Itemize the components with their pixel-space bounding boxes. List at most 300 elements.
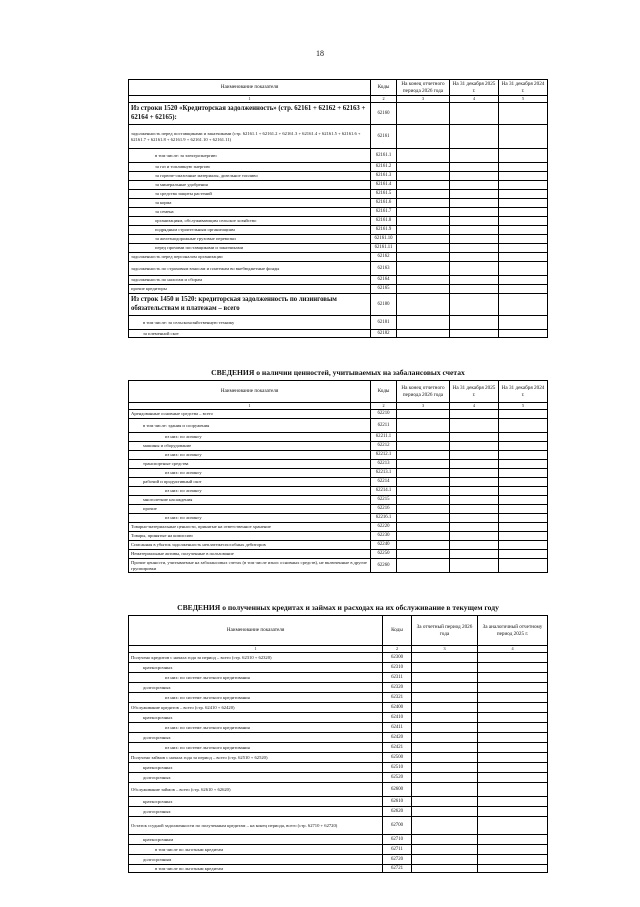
value-cell[interactable]: [397, 125, 450, 149]
table-row: [129, 532, 548, 541]
value-cell[interactable]: [499, 559, 548, 573]
value-cell[interactable]: [397, 190, 450, 199]
row-code: 62411: [383, 723, 412, 733]
table-row: [129, 163, 548, 172]
value-cell[interactable]: [397, 149, 450, 163]
value-cell[interactable]: [499, 330, 548, 338]
table-row: [129, 559, 548, 573]
row-label: за корма: [129, 199, 371, 208]
value-cell[interactable]: [397, 294, 450, 316]
table-row: [129, 753, 548, 763]
value-cell[interactable]: [397, 410, 450, 419]
table-row: [129, 469, 548, 478]
value-cell[interactable]: [450, 532, 499, 541]
row-label: долгосрочных: [129, 733, 383, 743]
value-cell[interactable]: [499, 285, 548, 294]
value-cell[interactable]: [397, 235, 450, 244]
value-cell[interactable]: [478, 653, 548, 663]
value-cell[interactable]: [397, 181, 450, 190]
header-col5: На 31 декабря 2024 г.: [499, 381, 548, 403]
value-cell[interactable]: [450, 523, 499, 532]
value-cell[interactable]: [450, 149, 499, 163]
column-number: 1: [129, 646, 383, 653]
value-cell[interactable]: [450, 244, 499, 253]
value-cell[interactable]: [397, 460, 450, 469]
row-code: 62161.5: [371, 190, 397, 199]
value-cell[interactable]: [450, 550, 499, 559]
value-cell[interactable]: [450, 505, 499, 514]
value-cell[interactable]: [397, 253, 450, 262]
value-cell[interactable]: [450, 460, 499, 469]
value-cell[interactable]: [499, 478, 548, 487]
value-cell[interactable]: [450, 478, 499, 487]
row-code: 62710: [383, 835, 412, 845]
value-cell[interactable]: [450, 559, 499, 573]
row-code: 62321: [383, 693, 412, 703]
row-label: перед прочими поставщиками и заказчиками: [129, 244, 371, 253]
row-code: 62300: [383, 653, 412, 663]
table-row: [129, 845, 548, 855]
table-row: [129, 797, 548, 807]
row-label: Получено кредитов с начала года за период – всего (стр. 62310 + 62320): [129, 653, 383, 663]
value-cell[interactable]: [450, 172, 499, 181]
table-row: [129, 523, 548, 532]
row-code: 62161.11: [371, 244, 397, 253]
value-cell[interactable]: [450, 442, 499, 451]
value-cell[interactable]: [478, 713, 548, 723]
table-row: [129, 410, 548, 419]
table-row: [129, 294, 548, 316]
value-cell[interactable]: [499, 419, 548, 433]
value-cell[interactable]: [450, 253, 499, 262]
value-cell[interactable]: [412, 673, 478, 683]
row-label: краткосрочных: [129, 713, 383, 723]
row-code: 62220: [371, 523, 397, 532]
value-cell[interactable]: [450, 496, 499, 505]
value-cell[interactable]: [499, 523, 548, 532]
table-row: [129, 199, 548, 208]
table-row: [129, 330, 548, 338]
row-label: краткосрочных: [129, 663, 383, 673]
row-code: 62164: [371, 276, 397, 285]
header-col3: На конец отчетного периода 2026 года: [397, 80, 450, 96]
table-row: [129, 683, 548, 693]
table-row: [129, 663, 548, 673]
value-cell[interactable]: [499, 532, 548, 541]
value-cell[interactable]: [450, 285, 499, 294]
value-cell[interactable]: [412, 703, 478, 713]
value-cell[interactable]: [478, 763, 548, 773]
value-cell[interactable]: [412, 663, 478, 673]
value-cell[interactable]: [412, 653, 478, 663]
row-code: 62500: [383, 753, 412, 763]
header-indicator: Наименование показателя: [129, 616, 383, 646]
value-cell[interactable]: [499, 190, 548, 199]
row-code: 62181: [371, 316, 397, 330]
value-cell[interactable]: [478, 855, 548, 865]
value-cell[interactable]: [478, 865, 548, 873]
row-code: 62161.4: [371, 181, 397, 190]
value-cell[interactable]: [499, 410, 548, 419]
value-cell[interactable]: [499, 244, 548, 253]
value-cell[interactable]: [478, 673, 548, 683]
value-cell[interactable]: [450, 330, 499, 338]
value-cell[interactable]: [397, 469, 450, 478]
value-cell[interactable]: [478, 723, 548, 733]
value-cell[interactable]: [397, 330, 450, 338]
table-row: [129, 541, 548, 550]
value-cell[interactable]: [397, 276, 450, 285]
table-row: [129, 181, 548, 190]
table-row: [129, 316, 548, 330]
value-cell[interactable]: [499, 460, 548, 469]
value-cell[interactable]: [499, 199, 548, 208]
value-cell[interactable]: [499, 451, 548, 460]
value-cell[interactable]: [450, 103, 499, 125]
value-cell[interactable]: [499, 208, 548, 217]
value-cell[interactable]: [499, 469, 548, 478]
row-code: 62162: [371, 253, 397, 262]
section-title-off-balance: СВЕДЕНИЯ о наличии ценностей, учитываемых на забалансовых счетах: [211, 368, 465, 377]
column-number: 2: [371, 403, 397, 410]
value-cell[interactable]: [397, 505, 450, 514]
value-cell[interactable]: [397, 433, 450, 442]
row-label: Из строки 1520 «Кредиторская задолженность» (стр. 62161 + 62162 + 62163 + 62164 + 62165):: [129, 103, 371, 125]
value-cell[interactable]: [450, 469, 499, 478]
row-label: долгосрочных: [129, 807, 383, 817]
value-cell[interactable]: [450, 226, 499, 235]
table-row: [129, 514, 548, 523]
value-cell[interactable]: [499, 496, 548, 505]
column-number: 3: [397, 96, 450, 103]
value-cell[interactable]: [412, 683, 478, 693]
row-code: 62163: [371, 262, 397, 276]
table-row: [129, 433, 548, 442]
column-number: 3: [397, 403, 450, 410]
value-cell[interactable]: [499, 262, 548, 276]
column-number: 3: [412, 646, 478, 653]
table-row: [129, 703, 548, 713]
value-cell[interactable]: [397, 199, 450, 208]
row-label: Получено займов с начала года за период – всего (стр. 62510 + 62520): [129, 753, 383, 763]
value-cell[interactable]: [450, 199, 499, 208]
row-code: 62216.1: [371, 514, 397, 523]
value-cell[interactable]: [412, 835, 478, 845]
row-label: транспортные средства: [129, 460, 371, 469]
row-code: 62620: [383, 807, 412, 817]
table-row: [129, 550, 548, 559]
value-cell[interactable]: [412, 855, 478, 865]
value-cell[interactable]: [397, 217, 450, 226]
header-code: Коды: [371, 381, 397, 403]
row-label: за средства защиты растений: [129, 190, 371, 199]
column-number: 2: [371, 96, 397, 103]
value-cell[interactable]: [499, 433, 548, 442]
value-cell[interactable]: [478, 835, 548, 845]
value-cell[interactable]: [478, 703, 548, 713]
value-cell[interactable]: [450, 410, 499, 419]
row-label: Нематериальные активы, полученные в пользование: [129, 550, 371, 559]
value-cell[interactable]: [397, 172, 450, 181]
table-row: [129, 743, 548, 753]
row-code: 62180: [371, 294, 397, 316]
value-cell[interactable]: [450, 514, 499, 523]
header-col4: За аналогичный отчетному период 2025 г.: [478, 616, 548, 646]
table-row: [129, 451, 548, 460]
value-cell[interactable]: [450, 262, 499, 276]
row-label: из них: по лизингу: [129, 514, 371, 523]
row-code: 62510: [383, 763, 412, 773]
table-row: [129, 442, 548, 451]
table-row: [129, 149, 548, 163]
row-label: в том числе: за электроэнергию: [129, 149, 371, 163]
value-cell[interactable]: [397, 316, 450, 330]
value-cell[interactable]: [499, 235, 548, 244]
value-cell[interactable]: [397, 532, 450, 541]
value-cell[interactable]: [397, 541, 450, 550]
value-cell[interactable]: [397, 487, 450, 496]
table-row: [129, 285, 548, 294]
row-label: краткосрочных: [129, 797, 383, 807]
value-cell[interactable]: [478, 817, 548, 835]
value-cell[interactable]: [450, 316, 499, 330]
value-cell[interactable]: [397, 419, 450, 433]
row-code: 62410: [383, 713, 412, 723]
row-label: долгосрочным: [129, 855, 383, 865]
row-code: 62421: [383, 743, 412, 753]
value-cell[interactable]: [499, 276, 548, 285]
column-number: 4: [450, 403, 499, 410]
row-code: 62215: [371, 496, 397, 505]
value-cell[interactable]: [478, 773, 548, 783]
value-cell[interactable]: [397, 244, 450, 253]
value-cell[interactable]: [397, 496, 450, 505]
column-number: 1: [129, 403, 371, 410]
row-label: подрядным строительным организациям: [129, 226, 371, 235]
value-cell[interactable]: [499, 181, 548, 190]
value-cell[interactable]: [478, 753, 548, 763]
value-cell[interactable]: [412, 773, 478, 783]
value-cell[interactable]: [412, 733, 478, 743]
value-cell[interactable]: [499, 442, 548, 451]
row-label: в том числе: за сельскохозяйственную технику: [129, 316, 371, 330]
value-cell[interactable]: [412, 763, 478, 773]
value-cell[interactable]: [499, 487, 548, 496]
value-cell[interactable]: [478, 663, 548, 673]
header-code: Коды: [371, 80, 397, 96]
value-cell[interactable]: [412, 845, 478, 855]
value-cell[interactable]: [397, 285, 450, 294]
row-label: из них: по лизингу: [129, 469, 371, 478]
row-code: 62161.9: [371, 226, 397, 235]
row-code: 62210: [371, 410, 397, 419]
value-cell[interactable]: [412, 817, 478, 835]
value-cell[interactable]: [397, 442, 450, 451]
value-cell[interactable]: [412, 783, 478, 797]
row-code: 62160: [371, 103, 397, 125]
row-label: из них: по системе льготного кредитования: [129, 743, 383, 753]
table-row: [129, 235, 548, 244]
row-label: за железнодорожные грузовые перевозки: [129, 235, 371, 244]
value-cell[interactable]: [397, 208, 450, 217]
value-cell[interactable]: [397, 523, 450, 532]
value-cell[interactable]: [499, 163, 548, 172]
value-cell[interactable]: [478, 733, 548, 743]
row-label: рабочий и продуктивный скот: [129, 478, 371, 487]
row-code: 62161.7: [371, 208, 397, 217]
value-cell[interactable]: [478, 845, 548, 855]
row-label: прочие: [129, 505, 371, 514]
row-label: в том числе по льготным кредитам: [129, 845, 383, 855]
row-label: Из строк 1450 и 1520: кредиторская задолженность по лизинговым обязательствам и платежам – всего: [129, 294, 371, 316]
value-cell[interactable]: [450, 235, 499, 244]
table-row: [129, 733, 548, 743]
row-code: 62161.10: [371, 235, 397, 244]
row-label: краткосрочным: [129, 835, 383, 845]
row-code: 62165: [371, 285, 397, 294]
table-row: [129, 460, 548, 469]
row-code: 62161.8: [371, 217, 397, 226]
column-number: 4: [478, 646, 548, 653]
header-col4: На 31 декабря 2025 г.: [450, 80, 499, 96]
row-label: задолженность по налогам и сборам: [129, 276, 371, 285]
value-cell[interactable]: [499, 294, 548, 316]
value-cell[interactable]: [412, 865, 478, 873]
row-code: 62161.2: [371, 163, 397, 172]
table-row: [129, 505, 548, 514]
value-cell[interactable]: [499, 541, 548, 550]
value-cell[interactable]: [397, 262, 450, 276]
value-cell[interactable]: [397, 103, 450, 125]
row-code: 62600: [383, 783, 412, 797]
value-cell[interactable]: [450, 451, 499, 460]
row-code: 62260: [371, 559, 397, 573]
section-title-loans: СВЕДЕНИЯ о полученных кредитах и займах и расходах на их обслуживание в текущем году: [177, 603, 499, 612]
value-cell[interactable]: [450, 276, 499, 285]
value-cell[interactable]: [412, 713, 478, 723]
table-row: [129, 217, 548, 226]
row-label: организациям, обслуживающим сельское хозяйство: [129, 217, 371, 226]
value-cell[interactable]: [499, 253, 548, 262]
value-cell[interactable]: [450, 433, 499, 442]
row-label: многолетние насаждения: [129, 496, 371, 505]
column-number: 5: [499, 96, 548, 103]
value-cell[interactable]: [412, 807, 478, 817]
value-cell[interactable]: [499, 514, 548, 523]
row-label: за горюче-смазочные материалы, дизельное топливо: [129, 172, 371, 181]
header-col3: На конец отчетного периода 2026 года: [397, 381, 450, 403]
value-cell[interactable]: [450, 541, 499, 550]
value-cell[interactable]: [499, 172, 548, 181]
off-balance-table: [128, 380, 548, 573]
value-cell[interactable]: [397, 550, 450, 559]
table-row: [129, 103, 548, 125]
row-code: 62214: [371, 478, 397, 487]
value-cell[interactable]: [499, 149, 548, 163]
row-label: за газ и топливную энергию: [129, 163, 371, 172]
value-cell[interactable]: [478, 807, 548, 817]
row-code: 62161.1: [371, 149, 397, 163]
header-col5: На 31 декабря 2024 г.: [499, 80, 548, 96]
table-row: [129, 723, 548, 733]
row-code: 62211.1: [371, 433, 397, 442]
value-cell[interactable]: [478, 743, 548, 753]
row-label: Товарно-материальные ценности, принятые на ответственное хранение: [129, 523, 371, 532]
value-cell[interactable]: [412, 743, 478, 753]
value-cell[interactable]: [478, 783, 548, 797]
row-label: задолженность перед поставщиками и заказчиками (стр. 62161.1 + 62161.2 + 62161.3 + 62161.4 + 62161.5 + 62161.6 + 62161.7 + 62161.8 + 62161.9 + 62161.10 + 62161.11): [129, 125, 371, 149]
value-cell[interactable]: [450, 208, 499, 217]
value-cell[interactable]: [450, 190, 499, 199]
value-cell[interactable]: [412, 693, 478, 703]
value-cell[interactable]: [478, 693, 548, 703]
value-cell[interactable]: [499, 505, 548, 514]
table-row: [129, 807, 548, 817]
value-cell[interactable]: [478, 683, 548, 693]
table-row: [129, 172, 548, 181]
value-cell[interactable]: [450, 125, 499, 149]
header-code: Коды: [383, 616, 412, 646]
value-cell[interactable]: [397, 514, 450, 523]
row-label: из них: по лизингу: [129, 433, 371, 442]
table-row: [129, 783, 548, 797]
value-cell[interactable]: [499, 125, 548, 149]
loans-table: [128, 615, 548, 873]
row-code: 62216: [371, 505, 397, 514]
row-code: 62161: [371, 125, 397, 149]
table-row: [129, 673, 548, 683]
row-label: Списанная в убыток задолженность неплатежеспособных дебиторов: [129, 541, 371, 550]
value-cell[interactable]: [450, 217, 499, 226]
row-code: 62240: [371, 541, 397, 550]
value-cell[interactable]: [450, 487, 499, 496]
value-cell[interactable]: [450, 294, 499, 316]
value-cell[interactable]: [450, 163, 499, 172]
row-code: 62700: [383, 817, 412, 835]
value-cell[interactable]: [397, 451, 450, 460]
row-label: за племенной скот: [129, 330, 371, 338]
table-row: [129, 208, 548, 217]
value-cell[interactable]: [412, 797, 478, 807]
value-cell[interactable]: [499, 103, 548, 125]
column-number: 2: [383, 646, 412, 653]
row-label: в том числе: здания и сооружения: [129, 419, 371, 433]
value-cell[interactable]: [397, 559, 450, 573]
accounts-payable-table: [128, 79, 548, 338]
row-label: из них: по лизингу: [129, 487, 371, 496]
value-cell[interactable]: [397, 478, 450, 487]
value-cell[interactable]: [412, 723, 478, 733]
value-cell[interactable]: [499, 316, 548, 330]
value-cell[interactable]: [450, 419, 499, 433]
value-cell[interactable]: [499, 226, 548, 235]
row-code: 62161.6: [371, 199, 397, 208]
value-cell[interactable]: [499, 217, 548, 226]
row-code: 62230: [371, 532, 397, 541]
row-label: долгосрочных: [129, 773, 383, 783]
row-label: Товары, принятые на комиссию: [129, 532, 371, 541]
row-label: Арендованные основные средства – всего: [129, 410, 371, 419]
value-cell[interactable]: [499, 550, 548, 559]
value-cell[interactable]: [450, 181, 499, 190]
table-row: [129, 865, 548, 873]
value-cell[interactable]: [412, 753, 478, 763]
value-cell[interactable]: [478, 797, 548, 807]
row-code: 62213.1: [371, 469, 397, 478]
value-cell[interactable]: [397, 226, 450, 235]
table-row: [129, 478, 548, 487]
value-cell[interactable]: [397, 163, 450, 172]
